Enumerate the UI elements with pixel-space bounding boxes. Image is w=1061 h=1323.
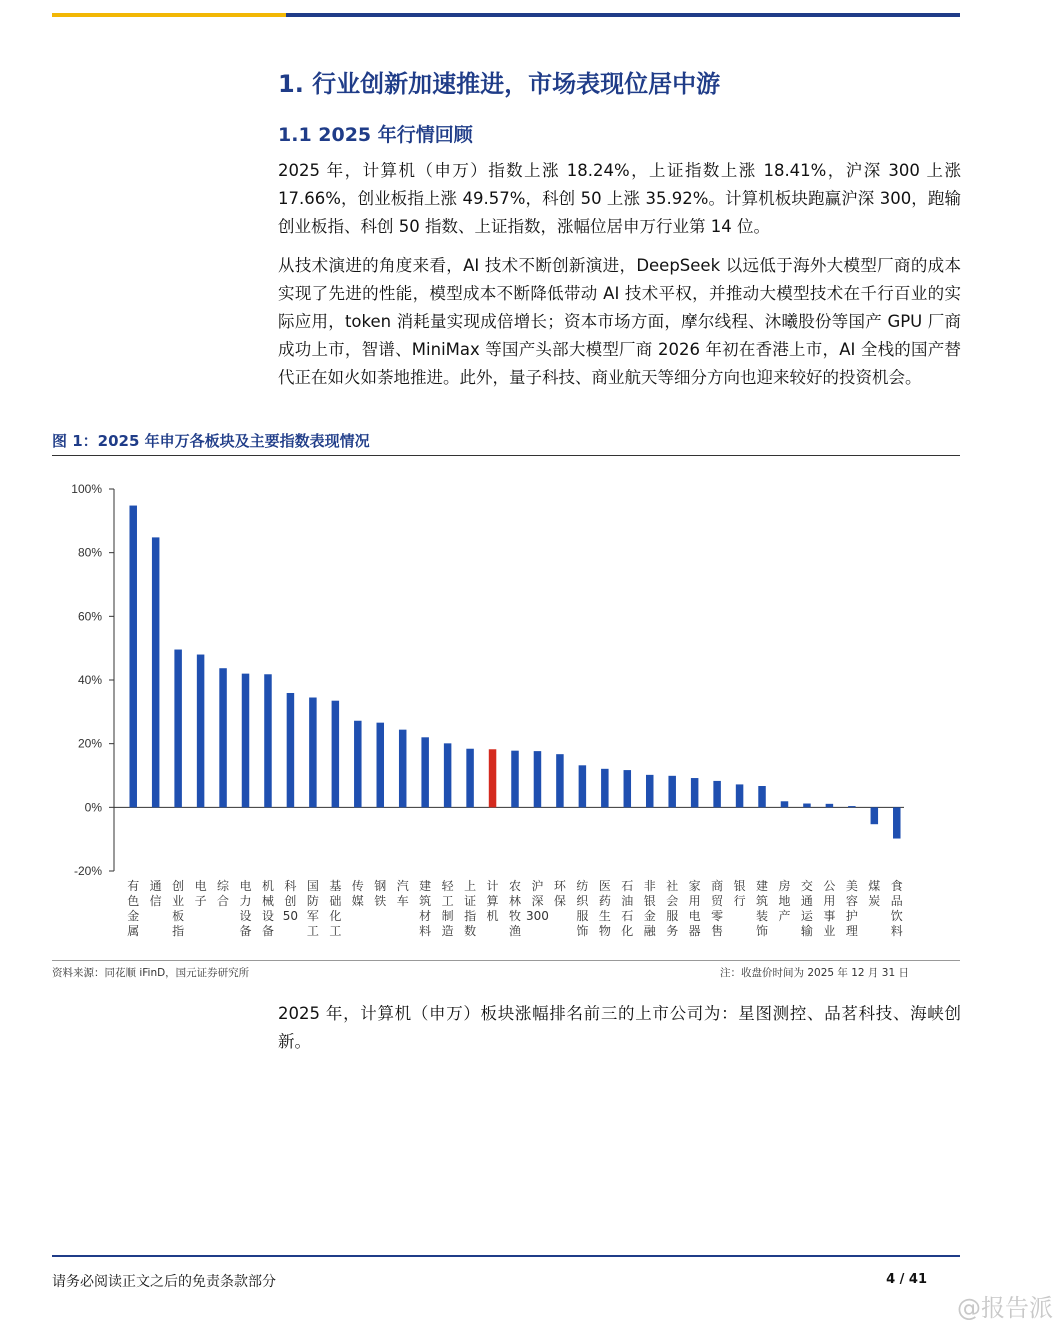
x-tick-label: 医药生物	[598, 879, 611, 938]
figure-top-rule	[52, 455, 960, 456]
x-tick-label: 电力设备	[239, 879, 252, 938]
x-tick-label: 非银金融	[643, 879, 656, 938]
x-tick-label: 综合	[217, 879, 230, 908]
bar-社会服务	[668, 776, 676, 808]
bar-传媒	[354, 721, 362, 808]
bar-美容护理	[848, 806, 856, 807]
bar-银行	[736, 784, 744, 807]
x-tick-label: 环保	[553, 879, 566, 908]
bar-公用事业	[826, 804, 834, 808]
x-tick-label: 汽车	[396, 879, 409, 908]
x-tick-label: 通信	[149, 879, 162, 908]
header-color-bar	[52, 13, 960, 17]
x-tick-label: 有色金属	[127, 879, 140, 938]
bar-非银金融	[646, 775, 654, 807]
figure-note: 注：收盘价时间为 2025 年 12 月 31 日	[720, 967, 909, 979]
y-tick-label: 40%	[77, 673, 102, 687]
x-tick-label: 美容护理	[845, 879, 858, 938]
subsection-title: 1.1 2025 年行情回顾	[278, 124, 473, 146]
header-bar-navy	[286, 13, 960, 17]
y-tick-label: 80%	[77, 545, 102, 560]
x-tick-label: 轻工制造	[441, 879, 454, 938]
figure-source: 资料来源：同花顺 iFinD，国元证券研究所	[52, 967, 250, 979]
paragraph-market-review: 2025 年，计算机（申万）指数上涨 18.24%，上证指数上涨 18.41%，沪深 300 上涨 17.66%，创业板指上涨 49.57%，科创 50 上涨 35.92%。计算机板块跑赢沪深 300，跑输创业板指、科创 50 指数、上证指数，涨幅位居申万行业第 14 位。	[278, 161, 961, 236]
bar-沪深300	[534, 751, 542, 807]
x-tick-label: 煤炭	[868, 879, 881, 908]
x-tick-label: 农林牧渔	[508, 879, 522, 938]
bar-基础化工	[332, 701, 340, 808]
x-tick-label: 电子	[194, 879, 207, 908]
bar-纺织服饰	[579, 765, 587, 807]
bar-商贸零售	[713, 781, 721, 807]
x-tick-label: 商贸零售	[711, 879, 724, 938]
bar-建筑装饰	[758, 786, 766, 807]
bar-石油石化	[624, 770, 632, 807]
x-tick-label: 传媒	[351, 879, 364, 908]
x-tick-label: 上证指数	[464, 879, 477, 938]
x-tick-label: 机械设备	[261, 879, 274, 938]
y-tick-label: -20%	[73, 864, 102, 878]
x-tick-label: 社会服务	[666, 879, 679, 938]
x-tick-label: 基础化工	[329, 879, 342, 938]
bar-上证指数	[466, 749, 474, 808]
bar-钢铁	[377, 723, 385, 808]
figure-bottom-rule	[52, 960, 960, 961]
y-tick-label: 20%	[77, 736, 102, 751]
bar-电力设备	[242, 674, 250, 808]
x-tick-label: 计算机	[486, 879, 499, 923]
bar-煤炭	[871, 807, 879, 824]
y-tick-label: 0%	[84, 800, 102, 815]
figure-title: 图 1：2025 年申万各板块及主要指数表现情况	[52, 432, 370, 450]
x-tick-label: 食品饮料	[890, 879, 903, 938]
y-tick-label: 100%	[71, 482, 102, 496]
watermark: @报告派	[957, 1294, 1053, 1322]
section-title: 1. 行业创新加速推进，市场表现位居中游	[278, 70, 721, 98]
paragraph-top-companies: 2025 年，计算机（申万）板块涨幅排名前三的上市公司为：星图测控、品茗科技、海峡创新。	[278, 1004, 961, 1051]
x-tick-label: 建筑装饰	[756, 879, 769, 938]
bar-家用电器	[691, 778, 699, 807]
x-tick-label: 沪深 300	[526, 879, 549, 923]
bar-环保	[556, 754, 564, 807]
bar-计算机	[489, 749, 497, 807]
paragraph-tech-evolution: 从技术演进的角度来看，AI 技术不断创新演进，DeepSeek 以远低于海外大模型厂商的成本实现了先进的性能，模型成本不断降低带动 AI 技术平权，并推动大模型技术在千行百业的实际应用，token 消耗量实现成倍增长；资本市场方面，摩尔线程、沐曦股份等国产 GPU 厂商成功上市，智谱、MiniMax 等国产头部大模型厂商 2026 年初在香港上市，AI 全栈的国产替代正在如火如荼地推进。此外，量子科技、商业航天等细分方向也迎来较好的投资机会。	[278, 256, 961, 387]
x-tick-label: 银行	[733, 879, 746, 908]
bar-农林牧渔	[511, 751, 519, 808]
bar-汽车	[399, 730, 407, 808]
page-number: 4 / 41	[886, 1272, 927, 1287]
x-tick-label: 房地产	[778, 879, 791, 923]
bar-综合	[219, 668, 227, 807]
footer-disclaimer: 请务必阅读正文之后的免责条款部分	[52, 1274, 276, 1290]
x-tick-label: 石油石化	[621, 879, 634, 938]
header-bar-gold	[52, 13, 286, 17]
bar-有色金属	[129, 506, 137, 808]
bar-国防军工	[309, 698, 317, 808]
x-tick-label: 创业板指	[172, 879, 185, 938]
x-tick-label: 科创 50	[282, 879, 299, 923]
bar-通信	[152, 537, 160, 807]
x-tick-label: 公用事业	[823, 879, 836, 938]
y-tick-label: 60%	[77, 609, 102, 624]
bar-轻工制造	[444, 743, 452, 807]
bar-电子	[197, 655, 205, 808]
footer-rule	[52, 1255, 960, 1257]
x-tick-label: 钢铁	[374, 879, 387, 908]
x-tick-label: 家用电器	[688, 879, 701, 938]
x-tick-label: 交通运输	[800, 879, 813, 938]
bar-建筑材料	[421, 737, 429, 807]
bar-房地产	[781, 801, 789, 807]
bar-食品饮料	[893, 807, 901, 838]
bar-科创50	[287, 693, 295, 807]
x-tick-label: 建筑材料	[419, 879, 432, 938]
bar-交通运输	[803, 804, 811, 808]
x-tick-label: 国防军工	[306, 879, 319, 938]
bar-医药生物	[601, 769, 609, 808]
sector-performance-chart	[52, 470, 960, 955]
x-tick-label: 纺织服饰	[576, 879, 589, 938]
bar-创业板指	[174, 650, 182, 808]
bar-机械设备	[264, 674, 272, 807]
